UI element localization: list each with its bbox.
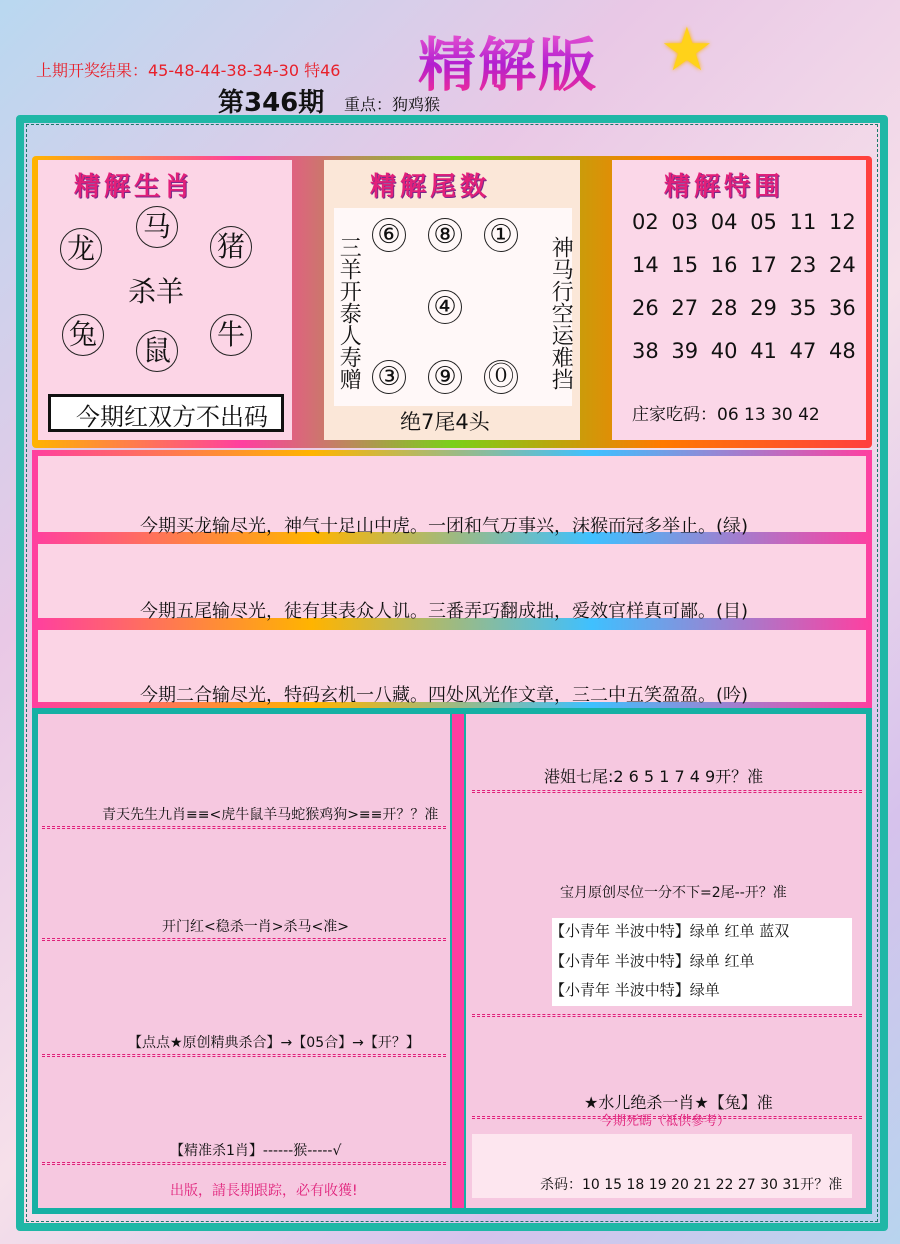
left-line-1: 青天先生九肖≡≡<虎牛鼠羊马蛇猴鸡狗>≡≡开？？准 bbox=[102, 807, 439, 823]
left-line-4: 【精准杀1肖】------猴-----√ bbox=[170, 1143, 342, 1159]
kill-numbers: 杀码：10 15 18 19 20 21 22 27 30 31开？准 bbox=[540, 1177, 843, 1193]
verse-3: 今期二合输尽光，特码玄机一八藏。四处风光作文章，三二中五笑盈盈。(吟) bbox=[140, 685, 749, 706]
tail-num-1: ① bbox=[484, 218, 518, 252]
wave-line-1: 【小青年 半波中特】绿单 红单 蓝双 bbox=[550, 922, 790, 940]
tail-num-3: ③ bbox=[372, 360, 406, 394]
special-title: 精解特围 bbox=[664, 172, 785, 202]
footer-note: 出版，請長期跟踪，必有收獲! bbox=[170, 1183, 358, 1199]
dealer-numbers: 庄家吃码：06 13 30 42 bbox=[632, 405, 820, 425]
wave-line-2: 【小青年 半波中特】绿单 红单 bbox=[550, 952, 755, 970]
zodiac-dragon: 龙 bbox=[60, 228, 102, 270]
divider bbox=[42, 826, 446, 829]
divider bbox=[42, 1054, 446, 1057]
zodiac-ox: 牛 bbox=[210, 314, 252, 356]
tail-num-0: ⓪ bbox=[484, 360, 518, 394]
left-line-3: 【点点★原创精典杀合】→【05合】→【开？】 bbox=[128, 1035, 420, 1051]
zodiac-horse: 马 bbox=[136, 206, 178, 248]
right-line-1: 港姐七尾:2 6 5 1 7 4 9开？准 bbox=[544, 767, 764, 786]
left-column bbox=[38, 714, 450, 1208]
tail-num-9: ⑨ bbox=[428, 360, 462, 394]
tail-num-8: ⑧ bbox=[428, 218, 462, 252]
divider bbox=[472, 1014, 862, 1017]
tail-num-4: ④ bbox=[428, 290, 462, 324]
column-divider bbox=[452, 714, 464, 1208]
divider bbox=[42, 1162, 446, 1165]
verse-1: 今期买龙输尽光，神气十足山中虎。一团和气万事兴，沫猴而冠多举止。(绿) bbox=[140, 516, 749, 537]
kill-sheep: 杀羊 bbox=[128, 275, 185, 308]
kill-zodiac: ★水儿绝杀一肖★【兔】准 bbox=[584, 1093, 773, 1112]
tail-num-6: ⑥ bbox=[372, 218, 406, 252]
special-row-2: 14 15 16 17 23 24 bbox=[632, 253, 856, 277]
left-line-2: 开门红<稳杀一肖>杀马<准> bbox=[162, 919, 349, 935]
star-icon: ★ bbox=[660, 15, 714, 85]
tail-bottom: 绝7尾4头 bbox=[400, 410, 490, 434]
issue-number: 第346期 bbox=[218, 88, 325, 118]
tail-right-text: 神马行空运难挡 bbox=[548, 236, 574, 390]
wave-line-3: 【小青年 半波中特】绿单 bbox=[550, 981, 720, 999]
divider bbox=[472, 790, 862, 793]
verse-2: 今期五尾输尽光，徒有其表众人讥。三番弄巧翻成拙，爱效官样真可鄙。(目) bbox=[140, 601, 749, 622]
special-row-1: 02 03 04 05 11 12 bbox=[632, 210, 856, 234]
zodiac-rat: 鼠 bbox=[136, 330, 178, 372]
divider bbox=[42, 938, 446, 941]
focus-text: 重点：狗鸡猴 bbox=[344, 95, 441, 114]
main-title: 精解版 bbox=[418, 18, 598, 102]
zodiac-note: 今期红双方不出码 bbox=[76, 403, 268, 431]
tail-title: 精解尾数 bbox=[370, 172, 491, 202]
zodiac-title: 精解生肖 bbox=[74, 172, 195, 202]
special-row-3: 26 27 28 29 35 36 bbox=[632, 296, 856, 320]
zodiac-rabbit: 兔 bbox=[62, 314, 104, 356]
zodiac-pig: 猪 bbox=[210, 226, 252, 268]
last-result: 上期开奖结果：45-48-44-38-34-30 特46 bbox=[36, 61, 341, 80]
death-label: 今期死碼（祗供參考） bbox=[600, 1114, 731, 1129]
tail-left-text: 三羊开泰人寿赠 bbox=[336, 236, 362, 390]
right-line-2: 宝月原创尽位一分不下=2尾--开？准 bbox=[560, 885, 787, 901]
special-row-4: 38 39 40 41 47 48 bbox=[632, 339, 856, 363]
